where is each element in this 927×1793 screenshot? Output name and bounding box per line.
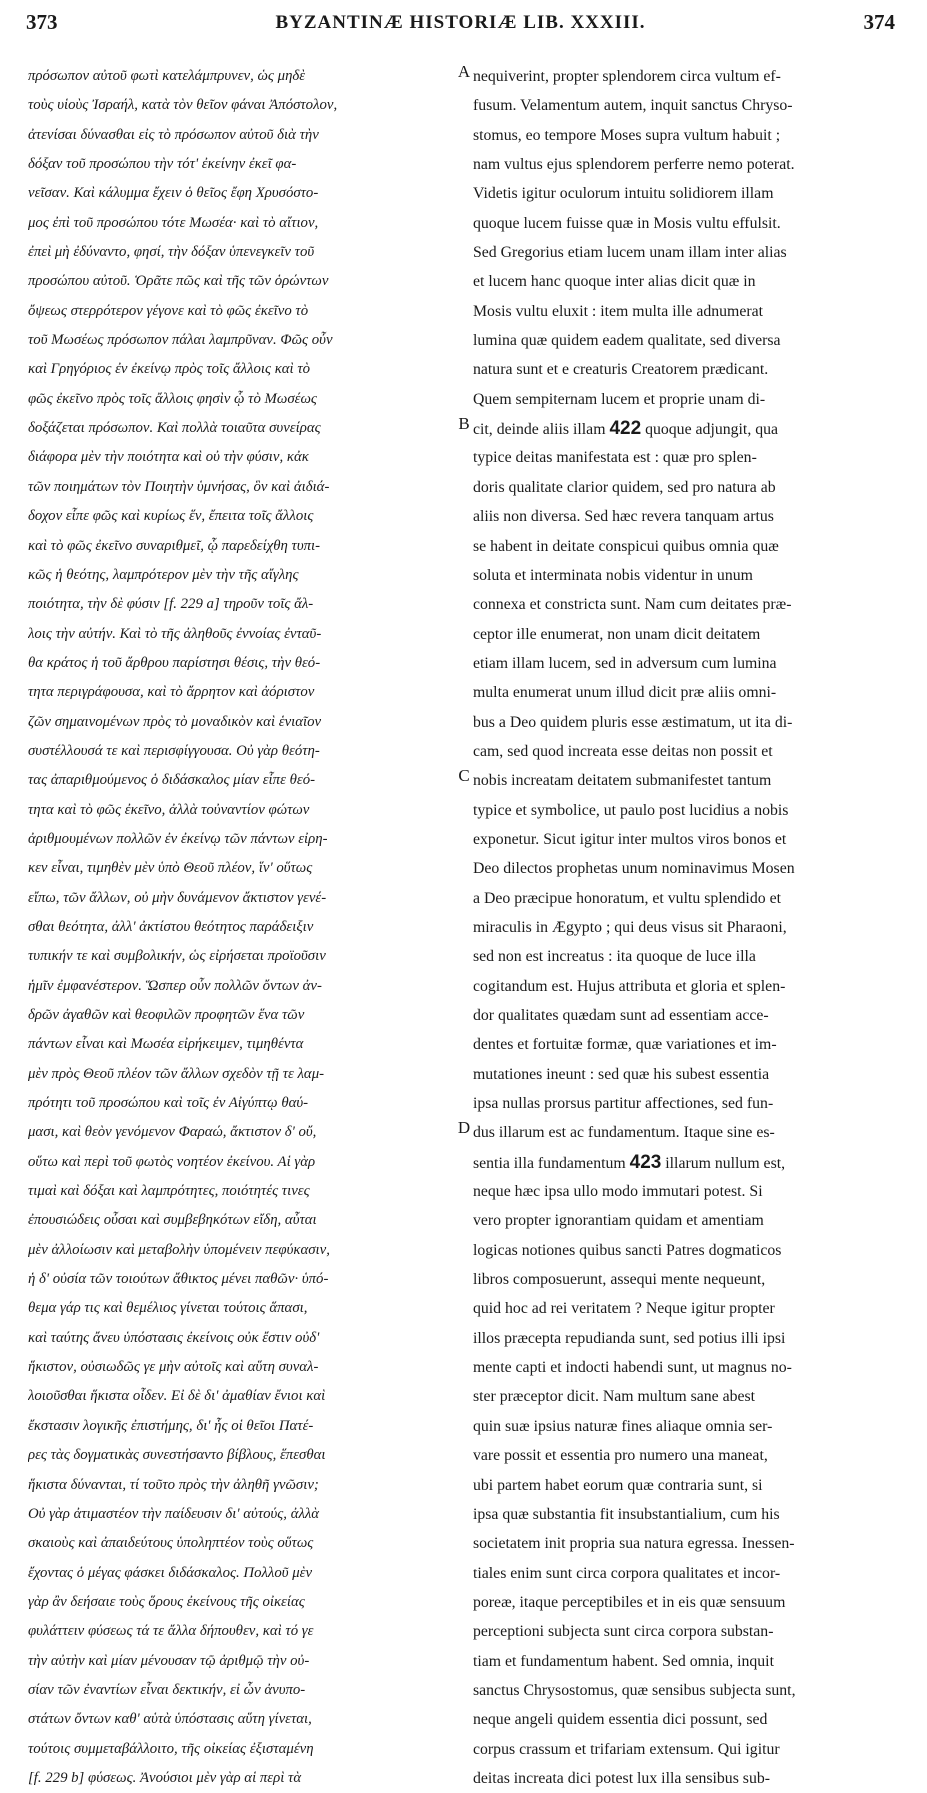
text-line: neque angeli quidem essentia dici possunt, sed [473, 1711, 768, 1729]
text-line: λοις τὴν αὐτήν. Καὶ τὸ τῆς ἀληθοῦς ἐννοίας ἐνταῦ- [28, 625, 322, 642]
text-line: σίαν τῶν ἐναντίων εἶναι δεκτικήν, εἰ ὧν ἀνυπο- [28, 1681, 306, 1698]
text-line: dus illarum est ac fundamentum. Itaque sine es- [473, 1124, 775, 1142]
text-line: ἥκιστον, οὐσιωδῶς γε μὴν αὐτοῖς καὶ αὕτη συναλ- [28, 1359, 319, 1376]
text-line: ποιότητα, τὴν δὲ φύσιν [f. 229 a] τηροῦν τοῖς ἄλ- [28, 596, 314, 613]
text-line: τητα περιγράφουσα, καὶ τὸ ἄρρητον καὶ ἀόριστον [28, 684, 315, 701]
text-line: προσώπου αὐτοῦ. Ὁρᾶτε πῶς καὶ τῆς τῶν ὁρώντων [28, 273, 329, 290]
text-line: ster præceptor dicit. Nam multum sane abest [473, 1388, 756, 1406]
text-line: quin suæ ipsius naturæ fines aliaque omnia ser- [473, 1417, 773, 1435]
text-line: μος ἐπὶ τοῦ προσώπου τότε Μωσέα· καὶ τὸ αἴτιον, [28, 214, 319, 231]
text-line: ζῶν σημαινομένων πρὸς τὸ μοναδικὸν καὶ ἑνιαῖον [28, 713, 322, 730]
text-line: sentia illa fundamentum 423 illarum nullum est, [473, 1151, 786, 1173]
text-line: quoque lucem fuisse quæ in Mosis vultu effulsit. [473, 214, 781, 232]
text-line: lumina quæ quidem eadem qualitate, sed diversa [473, 332, 781, 350]
text-line: tiam et fundamentum habent. Sed omnia, inquit [473, 1652, 774, 1670]
left-page-number: 373 [26, 10, 58, 34]
text-line: nequiverint, propter splendorem circa vultum ef- [473, 68, 781, 85]
text-line: τῶν ποιημάτων τὸν Ποιητὴν ὑμνήσας, ὃν καὶ ἀιδιά- [28, 478, 330, 495]
text-line: cit, deinde aliis illam 422 quoque adjungit, qua [473, 418, 779, 440]
text-line: ipsa nullas prorsus partitur affectiones, sed fun- [473, 1095, 774, 1113]
text-line: typice et symbolice, ut paulo post lucidius a nobis [473, 801, 789, 819]
text-line: perceptioni subjecta sunt circa corpora substan- [473, 1623, 774, 1641]
text-line: ἡ δ' οὐσία τῶν τοιούτων ἄθικτος μένει παθῶν· ὑπό- [28, 1271, 329, 1288]
text-line: καὶ Γρηγόριος ἐν ἐκείνῳ πρὸς τοῖς ἄλλοις καὶ τὸ [28, 361, 311, 378]
text-line: sed non est increatus : ita quoque de luce illa [473, 948, 756, 966]
text-line: οὕτω καὶ περὶ τοῦ φωτὸς νοητέον ἐκείνου. Αἱ γὰρ [28, 1153, 316, 1170]
text-line: et lucem hanc quoque inter alias dicit quæ in [473, 273, 756, 291]
text-line: τας ἀπαριθμούμενος ὁ διδάσκαλος μίαν εἶπε θεό- [28, 772, 316, 789]
text-line: θα κράτος ἡ τοῦ ἄρθρου παρίστησι θέσις, τὴν θεό- [28, 654, 321, 671]
text-line: πρότητι τοῦ προσώπου καὶ τοῖς ἐν Αἰγύπτῳ θαύ- [28, 1095, 309, 1112]
running-title: BYZANTINÆ HISTORIÆ LIB. XXXIII. [275, 12, 646, 33]
text-line: a Deo præcipue honoratum, et vultu splendido et [473, 889, 781, 907]
folio-number: 423 [629, 1151, 662, 1173]
text-line: stomus, eo tempore Moses supra vultum habuit ; [473, 126, 781, 144]
text-line: ὄψεως στερρότερον γέγονε καὶ τὸ φῶς ἐκεῖνο τὸ [28, 302, 309, 319]
text-line: dor qualitates quædam sunt ad essentiam acce- [473, 1007, 769, 1024]
text-line: etiam illam lucem, sed in adversum cum lumina [473, 654, 777, 672]
text-line: τητα καὶ τὸ φῶς ἐκεῖνο, ἀλλὰ τοὐναντίον φώτων [28, 801, 310, 818]
text-line: θεμα γάρ τις καὶ θεμέλιος γίνεται τούτοις ἅπασι, [28, 1300, 308, 1317]
text-line: corpus crassum et trifariam extensum. Qui igitur [473, 1740, 780, 1758]
text-line: fusum. Velamentum autem, inquit sanctus Chryso- [473, 97, 793, 115]
text-line: τὴν αὐτὴν καὶ μίαν μένουσαν τῷ ἀριθμῷ τὴν οὐ- [28, 1652, 310, 1669]
text-line: πρόσωπον αὐτοῦ φωτὶ κατελάμπρυνεν, ὡς μηδὲ [28, 68, 306, 84]
margin-marker-c: C [458, 766, 470, 785]
margin-marker-d: D [457, 1118, 471, 1137]
text-line: νεῖσαν. Καὶ κάλυμμα ἔχειν ὁ θεῖος ἔφη Χρυσόστο- [28, 185, 319, 202]
text-line: ἥκιστα δύνανται, τί τοῦτο πρὸς τὴν ἀληθῆ γνῶσιν; [28, 1476, 319, 1493]
text-line: τοῦ Μωσέως πρόσωπον πάλαι λαμπρῦναν. Φῶς οὖν [28, 332, 333, 349]
text-line: logicas notiones quibus sancti Patres dogmaticos [473, 1241, 782, 1259]
text-line: ubi partem habet eorum quæ contraria sunt, si [473, 1476, 763, 1494]
text-line: συστέλλουσά τε καὶ περισφίγγουσα. Οὐ γὰρ θεότη- [28, 742, 320, 759]
text-line: ceptor ille enumerat, non unam dicit deitatem [473, 625, 761, 643]
text-line: ἐπεὶ μὴ ἐδύναντο, φησί, τὴν δόξαν ὑπενεγκεῖν τοῦ [28, 244, 315, 261]
text-line: Sed Gregorius etiam lucem unam illam inter alias [473, 244, 787, 262]
text-line: τούτοις συμμεταβάλλοιτο, τῆς οἰκείας ἐξισταμένη [28, 1740, 314, 1757]
text-line: soluta et interminata nobis videntur in unum [473, 566, 753, 584]
text-line: tiales enim sunt circa corpora qualitates et incor- [473, 1564, 781, 1582]
text-line: doris qualitate clarior quidem, sed pro natura ab [473, 478, 776, 496]
margin-marker-b: B [458, 414, 470, 433]
text-line: Quem sempiternam lucem et proprie unam di- [473, 390, 766, 408]
text-line: multa enumerat unum illud dicit præ aliis omni- [473, 684, 777, 702]
text-line: connexa et constricta sunt. Nam cum deitates præ- [473, 596, 792, 614]
folio-number: 422 [609, 418, 642, 440]
text-line: [f. 229 b] φύσεως. Ἀνούσιοι μὲν γὰρ αἱ περὶ τὰ [28, 1769, 302, 1786]
text-line: ἔκστασιν λογικῆς ἐπιστήμης, δι' ἧς οἱ θεῖοι Πατέ- [28, 1417, 314, 1434]
text-line: vare possit et essentia pro numero una maneat, [473, 1447, 768, 1465]
text-line: ἀριθμουμένων πολλῶν ἐν ἐκείνῳ τῶν πάντων εἰρη- [28, 830, 328, 847]
greek-text-column [28, 62, 458, 1793]
text-line: ἐπουσιώδεις οὖσαι καὶ συμβεβηκότων εἴδη, αὗται [28, 1212, 317, 1229]
text-line: societatem init propria sua natura egressa. Inessen- [473, 1535, 795, 1553]
text-line: Οὐ γὰρ ἀτιμαστέον τὴν παίδευσιν δι' αὐτούς, ἀλλὰ [28, 1505, 320, 1522]
text-line: τυπικήν τε καὶ συμβολικήν, ὡς εἰρήσεται προϊοῦσιν [28, 948, 326, 965]
text-line: λοιοῦσθαι ἥκιστα οἶδεν. Εἰ δὲ δι' ἀμαθίαν ἔνιοι καὶ [28, 1388, 326, 1405]
text-line: mente capti et indocti habendi sunt, ut magnus no- [473, 1359, 792, 1377]
text-line: aliis non diversa. Sed hæc revera tanquam artus [473, 508, 774, 526]
text-line: μὲν ἀλλοίωσιν καὶ μεταβολὴν ὑπομένειν πεφύκασιν, [28, 1241, 330, 1258]
text-line: quid hoc ad rei veritatem ? Neque igitur propter [473, 1300, 775, 1318]
text-line: καὶ τὸ φῶς ἐκεῖνο συναριθμεῖ, ᾧ παρεδείχθη τυπι- [28, 537, 321, 554]
text-line: vero propter ignorantiam quidam et amentiam [473, 1212, 764, 1230]
text-line: exponetur. Sicut igitur inter multos viros bonos et [473, 830, 787, 848]
text-line: typice deitas manifestata est : quæ pro splen- [473, 449, 757, 467]
text-line: sanctus Chrysostomus, quæ sensibus subjecta sunt, [473, 1681, 796, 1699]
text-line: δοχον εἶπε φῶς καὶ κυρίως ἕν, ἔπειτα τοῖς ἄλλοις [28, 508, 314, 525]
text-line: cam, sed quod increata esse deitas non possit et [473, 742, 773, 760]
text-line: εἴπω, τῶν ἄλλων, οὐ μὴν δυνάμενον ἄκτιστον γενέ- [28, 889, 327, 906]
text-line: se habent in deitate conspicui quibus omnia quæ [473, 537, 779, 555]
text-line: miraculis in Ægypto ; qui deus visus sit Pharaoni, [473, 918, 787, 936]
text-line: σθαι θεότητα, ἀλλ' ἀκτίστου θεότητος παράδειξιν [28, 918, 314, 935]
text-line: μασι, καὶ θεὸν γενόμενον Φαραώ, ἄκτιστον δ' οὔ, [28, 1124, 317, 1141]
text-line: cogitandum est. Hujus attributa et gloria et splen- [473, 977, 786, 995]
text-line: δρῶν ἀγαθῶν καὶ θεοφιλῶν προφητῶν ἕνα τῶν [28, 1007, 305, 1023]
text-line: σκαιοὺς καὶ ἀπαιδεύτους ὑποληπτέον τοὺς οὕτως [28, 1535, 314, 1552]
text-line: κῶς ἡ θεότης, λαμπρότερον μὲν τὴν τῆς αἴγλης [28, 566, 299, 583]
text-line: τιμαὶ καὶ δόξαι καὶ λαμπρότητες, ποιότητές τινες [28, 1183, 310, 1200]
text-line: mutationes ineunt : sed quæ his subest essentia [473, 1065, 770, 1083]
page-header [26, 10, 895, 40]
text-line: ἀτενίσαι δύνασθαι εἰς τὸ πρόσωπον αὐτοῦ διὰ τὴν [28, 126, 319, 143]
text-line: φυλάττειν φύσεως τά τε ἄλλα δήπουθεν, καὶ τό γε [28, 1623, 314, 1640]
text-line: ρες τὰς δογματικὰς συνεστήσαντο βίβλους, ἕπεσθαι [28, 1447, 326, 1464]
text-line: κεν εἶναι, τιμηθὲν μὲν ὑπὸ Θεοῦ πλέον, ἵν' οὕτως [28, 860, 313, 877]
text-line: ipsa quæ substantia fit insubstantialium, cum his [473, 1505, 780, 1523]
text-line: δόξαν τοῦ προσώπου τὴν τότ' ἐκείνην ἐκεῖ φα- [28, 156, 297, 173]
text-line: libros composuerunt, assequi mente nequeunt, [473, 1271, 766, 1289]
text-line: διάφορα μὲν τὴν ποιότητα καὶ οὐ τὴν φύσιν, κἀκ [28, 449, 309, 466]
text-line: dentes et fortuitæ formæ, quæ variationes et im- [473, 1036, 777, 1054]
text-line: poreæ, itaque perceptibiles et in eis quæ sensuum [473, 1593, 786, 1611]
text-line: πάντων εἶναι καὶ Μωσέα εἰρήκειμεν, τιμηθέντα [28, 1036, 304, 1053]
text-line: Deo dilectos prophetas unum nominavimus Mosen [473, 860, 795, 878]
text-line: Videtis igitur oculorum intuitu solidiorem illam [473, 185, 774, 203]
margin-marker-a: A [457, 62, 471, 81]
text-line: ἔχοντας ὁ μέγας φάσκει διδάσκαλος. Πολλοῦ μὲν [28, 1564, 313, 1581]
text-line: φῶς ἐκεῖνο πρὸς τοῖς ἄλλοις φησὶν ᾧ τὸ Μωσέως [28, 390, 317, 407]
text-line: illos præcepta repudianda sunt, sed potius illi ipsi [473, 1329, 786, 1347]
text-line: δοξάζεται πρόσωπον. Καὶ πολλὰ τοιαῦτα συνείρας [28, 420, 321, 437]
text-line: neque hæc ipsa ullo modo immutari potest. Si [473, 1183, 763, 1201]
latin-text-column [473, 62, 897, 1793]
text-line: ἡμῖν ἐμφανέστερον. Ὥσπερ οὖν πολλῶν ὄντων ἀν- [28, 977, 322, 994]
text-line: μὲν πρὸς Θεοῦ πλέον τῶν ἄλλων σχεδὸν τῇ τε λαμ- [28, 1065, 325, 1082]
text-line: στάτων ὄντων καθ' αὑτὰ ὑπόστασις αὕτη γίνεται, [28, 1711, 312, 1728]
text-line: καὶ ταύτης ἄνευ ὑπόστασις ἐκείνοις οὐκ ἔστιν οὐδ' [28, 1329, 320, 1346]
text-line: nobis increatam deitatem submanifestet tantum [473, 772, 772, 790]
text-line: nam vultus ejus splendorem perferre nemo poterat. [473, 156, 795, 174]
right-page-number: 374 [863, 10, 895, 34]
text-line: bus a Deo quidem pluris esse æstimatum, ut ita di- [473, 713, 793, 731]
text-line: γὰρ ἂν δεήσαιε τοὺς ὅρους ἐκείνους τῆς οἰκείας [28, 1593, 305, 1610]
text-line: τοὺς υἱοὺς Ἰσραήλ, κατὰ τὸν θεῖον φάναι Ἀπόστολον, [28, 97, 338, 114]
text-line: natura sunt et e creaturis Creatorem prædicant. [473, 361, 769, 379]
text-line: deitas increata dici potest lux illa sensibus sub- [473, 1769, 771, 1787]
text-line: Mosis vultu eluxit : item multa ille adnumerat [473, 302, 764, 320]
